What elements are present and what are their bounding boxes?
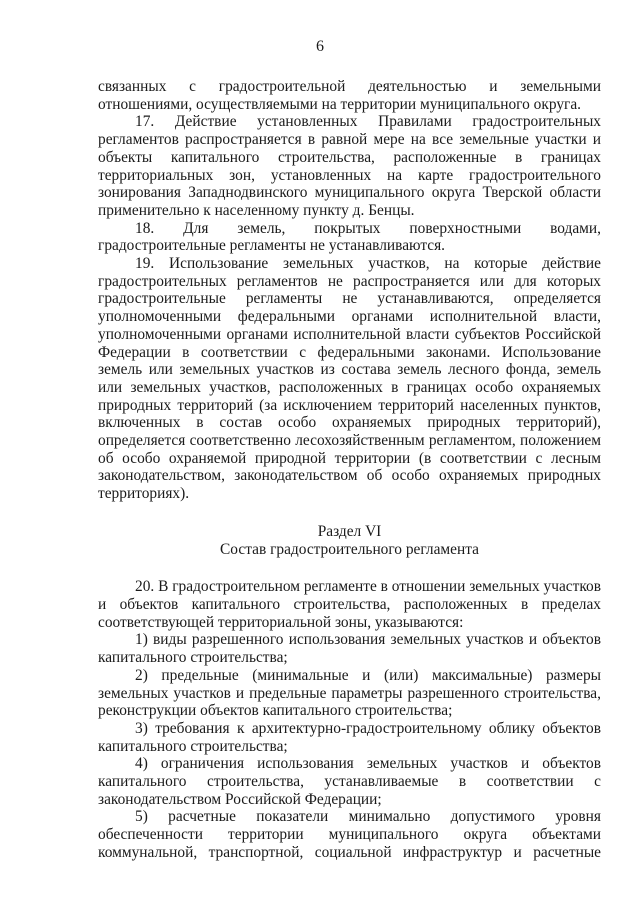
paragraph-continuation: связанных с градостроительной деятельностью и земельными отношениями, осуществляемыми на территории муниципального округа. (98, 78, 601, 113)
list-item-2: 2) предельные (минимальные и (или) максимальные) размеры земельных участков и предельные параметры разрешенного строительства, реконструкции объектов капитального строительства; (98, 666, 601, 720)
document-body (98, 78, 601, 862)
section-heading (98, 523, 601, 558)
list-item-5: 5) расчетные показатели минимально допустимого уровня обеспеченности территории муниципального округа объектами коммунальной, транспортной, социальной инфраструктур и расчетные (98, 808, 601, 861)
page-number: 6 (316, 38, 324, 55)
spacer (98, 558, 601, 578)
list-item-1: 1) виды разрешенного использования земельных участков и объектов капитального строительства; (98, 631, 601, 667)
list-item-3: 3) требования к архитектурно-градостроительному облику объектов капитального строительства; (98, 719, 601, 755)
paragraph-19: 19. Использование земельных участков, на которые действие градостроительных регламентов не распространяется или для которых градостроительные регламенты не устанавливаются, определяется уполномоченными федеральными органами исполнительной власти, уполномоченными органами исполнительной власти субъектов Российской Федерации в соответствии с федеральными законами. Использование земель или земельных участков из состава земель лесного фонда, земель или земельных участков, расположенных в границах особо охраняемых природных территорий (за исключением территорий населенных пунктов, включенных в состав особо охраняемых природных территорий), определяется соответственно лесохозяйственным регламентом, положением об особо охраняемой природной территории (в соответствии с лесным законодательством, законодательством об особо охраняемых природных территориях). (98, 255, 601, 503)
list-item-4: 4) ограничения использования земельных участков и объектов капитального строительства, устанавливаемые в соответствии с законодательством Российской Федерации; (98, 755, 601, 808)
paragraph-20: 20. В градостроительном регламенте в отношении земельных участков и объектов капитального строительства, расположенных в пределах соответствующей территориальной зоны, указываются: (98, 578, 601, 631)
section-title: Раздел VI (317, 522, 382, 540)
paragraph-18: 18. Для земель, покрытых поверхностными водами, градостроительные регламенты не устанавливаются. (98, 219, 601, 255)
paragraph-17: 17. Действие установленных Правилами градостроительных регламентов распространяется в равной мере на все земельные участки и объекты капитального строительства, расположенные в границах территориальных зон, установленных на карте градостроительного зонирования Западнодвинского муниципального округа Тверской области применительно к населенному пункту д. Бенцы. (98, 113, 601, 219)
section-subtitle: Состав градостроительного регламента (220, 540, 479, 558)
